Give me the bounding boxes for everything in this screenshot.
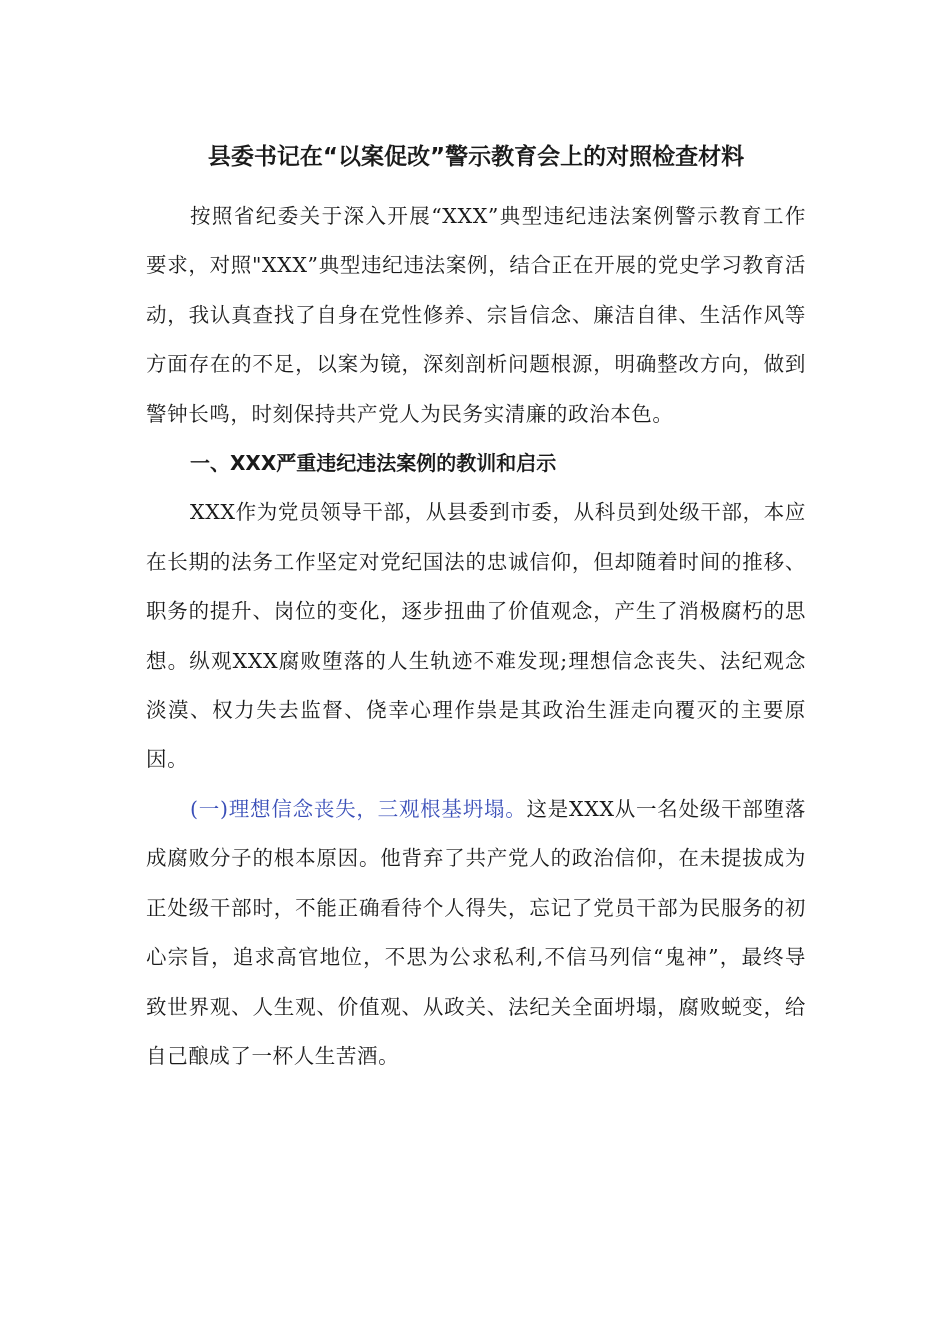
intro-paragraph: 按照省纪委关于深入开展“XXX”典型违纪违法案例警示教育工作要求，对照"XXX”典型违纪违法案例，结合正在开展的党史学习教育活动，我认真查找了自身在党性修养、宗旨信念、廉洁自律、生活作风等方面存在的不足，以案为镜，深刻剖析问题根源，明确整改方向，做到警钟长鸣，时刻保持共产党人为民务实清廉的政治本色。 [146,204,806,426]
point-1-text: 这是XXX从一名处级干部堕落成腐败分子的根本原因。他背弃了共产党人的政治信仰，在未提拔成为正处级干部时，不能正确看待个人得失，忘记了党员干部为民服务的初心宗旨，追求高官地位，不思为公求私利,不信马列信“鬼神”，最终导致世界观、人生观、价值观、从政关、法纪关全面坍塌，腐败蜕变，给自己酿成了一杯人生苦酒。 [146,796,806,1068]
point-1-paragraph [146,785,806,1081]
point-1-subheading: (一)理想信念丧失，三观根基坍塌。 [190,796,527,821]
section-heading-1: 一、XXX严重违纪违法案例的教训和启示 [190,451,557,476]
document-title: 县委书记在“以案促改”警示教育会上的对照检查材料 [207,144,745,170]
document-body [146,192,806,1081]
section-1-paragraph: XXX作为党员领导干部，从县委到市委，从科员到处级干部，本应在长期的法务工作坚定对党纪国法的忠诚信仰，但却随着时间的推移、职务的提升、岗位的变化，逐步扭曲了价值观念，产生了消极腐朽的思想。纵观XXX腐败堕落的人生轨迹不难发现;理想信念丧失、法纪观念淡漠、权力失去监督、侥幸心理作祟是其政治生涯走向覆灭的主要原因。 [146,500,806,772]
